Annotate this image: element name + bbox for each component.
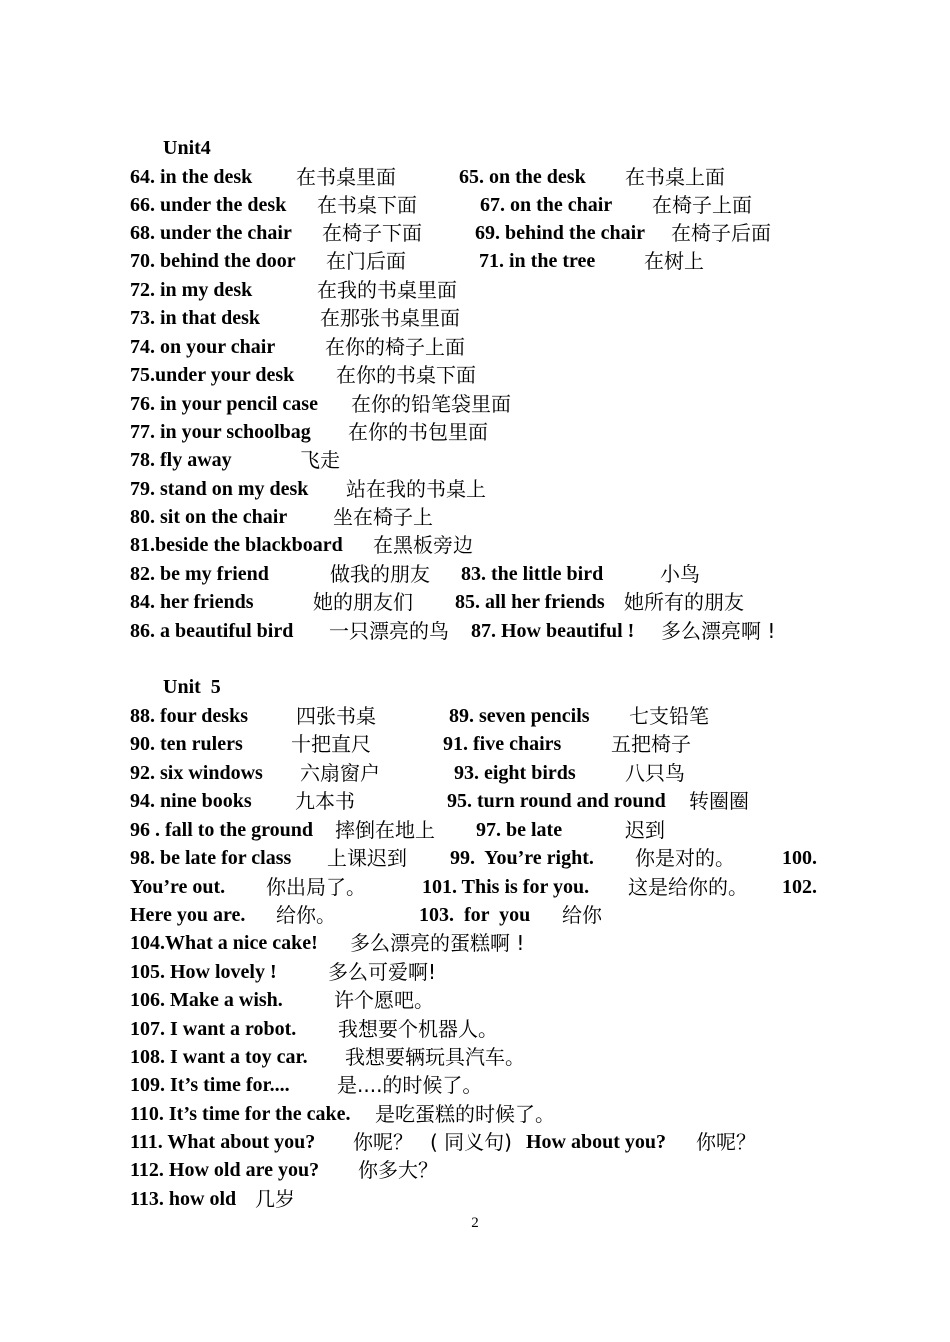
english-phrase: 76. in your pencil case [130,393,318,415]
vocab-line [130,219,771,247]
chinese-meaning: 你多大？ [358,1158,438,1182]
english-phrase: 113. how old [130,1188,237,1210]
chinese-meaning: 在门后面 [326,249,406,273]
vocab-line [130,901,602,929]
chinese-meaning: 做我的朋友 [330,562,430,586]
english-phrase: 92. six windows [130,762,263,784]
english-phrase: 91. five chairs [443,733,562,755]
english-phrase: 95. turn round and round [447,790,666,812]
vocab-line [130,1071,483,1099]
vocab-line [130,1015,498,1043]
english-phrase: 83. the little bird [461,563,604,585]
vocab-line [130,163,725,191]
chinese-meaning: 多么可爱啊! [328,960,437,984]
chinese-meaning: 是....的时候了。 [337,1073,483,1097]
vocab-line [130,531,473,559]
chinese-meaning: 飞走 [300,448,340,472]
chinese-meaning: 坐在椅子上 [333,505,433,529]
english-phrase: 74. on your chair [130,336,276,358]
chinese-meaning: 上课迟到 [327,846,407,870]
chinese-meaning: 八只鸟 [625,761,685,785]
chinese-meaning: 你是对的。 [635,846,735,870]
english-phrase: 85. all her friends [455,591,605,613]
chinese-meaning: 在你的书桌下面 [336,363,476,387]
english-phrase: 93. eight birds [454,762,576,784]
chinese-meaning: 摔倒在地上 [335,818,435,842]
chinese-meaning: 四张书桌 [296,704,376,728]
vocab-line [130,304,460,332]
unit4-heading: Unit4 [163,137,211,159]
chinese-meaning: 她所有的朋友 [624,590,744,614]
vocab-line [130,446,340,474]
chinese-meaning: 我想要个机器人。 [338,1017,498,1041]
english-phrase: You’re out. [130,876,226,898]
vocab-line [130,1156,438,1184]
chinese-meaning: 这是给你的。 [628,875,748,899]
chinese-meaning: 几岁 [255,1187,295,1211]
chinese-meaning: 九本书 [295,789,355,813]
english-phrase: 104.What a nice cake! [130,932,318,954]
chinese-meaning: 你出局了。 [266,875,366,899]
english-phrase: 90. ten rulers [130,733,243,755]
english-phrase: 94. nine books [130,790,252,812]
vocab-line [130,503,433,531]
vocab-line [130,787,749,815]
unit5-heading: Unit 5 [163,676,221,698]
chinese-meaning: 站在我的书桌上 [346,477,486,501]
chinese-meaning: 在椅子上面 [652,193,752,217]
vocab-line [130,560,700,588]
english-phrase: 81.beside the blackboard [130,534,343,556]
chinese-meaning: 多么漂亮的蛋糕啊 ! [350,931,525,955]
vocab-line [130,191,752,219]
english-phrase: 111. What about you? [130,1131,316,1153]
chinese-meaning: 多么漂亮啊 ! [661,619,776,643]
english-phrase: 77. in your schoolbag [130,421,311,443]
chinese-meaning: 一只漂亮的鸟 [329,619,449,643]
chinese-meaning: 在你的椅子上面 [325,335,465,359]
item-number: 102. [782,876,817,898]
chinese-meaning: 她的朋友们 [313,590,413,614]
chinese-meaning: 五把椅子 [611,732,691,756]
english-phrase: 89. seven pencils [449,705,590,727]
english-phrase: 105. How lovely ! [130,961,277,983]
english-phrase: 97. be late [476,819,563,841]
english-phrase: 107. I want a robot. [130,1018,297,1040]
english-phrase: 109. It’s time for.... [130,1074,290,1096]
english-phrase: 82. be my friend [130,563,269,585]
english-phrase: 108. I want a toy car. [130,1046,308,1068]
chinese-meaning: 是吃蛋糕的时候了。 [375,1102,555,1126]
english-phrase: 66. under the desk [130,194,287,216]
english-phrase: 112. How old are you? [130,1159,320,1181]
vocab-line [130,333,465,361]
english-phrase: 110. It’s time for the cake. [130,1103,351,1125]
english-phrase: 79. stand on my desk [130,478,309,500]
english-phrase: Here you are. [130,904,246,926]
vocab-line [130,390,511,418]
english-phrase: 73. in that desk [130,307,261,329]
vocab-line [130,702,709,730]
vocab-line [130,475,486,503]
vocab-line [130,588,744,616]
vocab-line [130,816,665,844]
vocab-line [130,730,691,758]
chinese-meaning: 许个愿吧。 [334,988,434,1012]
chinese-meaning: 在那张书桌里面 [320,306,460,330]
vocab-line [130,361,476,389]
english-phrase: 98. be late for class [130,847,292,869]
chinese-meaning: 七支铅笔 [629,704,709,728]
vocab-line [130,1128,756,1156]
chinese-meaning: 我想要辆玩具汽车。 [345,1045,525,1069]
english-phrase: 70. behind the door [130,250,296,272]
english-phrase: 96 . fall to the ground [130,819,313,841]
chinese-meaning: 在书桌上面 [625,165,725,189]
english-phrase: 68. under the chair [130,222,292,244]
vocab-line [130,1100,555,1128]
vocab-line [130,247,704,275]
chinese-meaning: 十把直尺 [291,732,371,756]
english-phrase: 69. behind the chair [475,222,646,244]
english-phrase: 86. a beautiful bird [130,620,294,642]
chinese-meaning: 在你的铅笔袋里面 [351,392,511,416]
english-phrase: 67. on the chair [480,194,613,216]
vocab-line [130,418,488,446]
chinese-meaning: 六扇窗户 [300,761,380,785]
chinese-meaning: 在我的书桌里面 [317,278,457,302]
chinese-meaning: 给你。 [276,903,336,927]
chinese-meaning: 小鸟 [660,562,700,586]
vocab-line [130,276,457,304]
vocab-line [130,844,817,872]
chinese-meaning: 在书桌里面 [296,165,396,189]
chinese-meaning: 在黑板旁边 [373,533,473,557]
vocab-line [130,986,434,1014]
vocab-line [130,929,525,957]
vocab-line [130,958,437,986]
english-phrase: 80. sit on the chair [130,506,288,528]
chinese-meaning: 在椅子下面 [322,221,422,245]
chinese-meaning: 转圈圈 [689,789,749,813]
chinese-meaning: 在你的书包里面 [348,420,488,444]
vocab-line [130,1043,525,1071]
english-phrase: 64. in the desk [130,166,253,188]
english-phrase: 103. for you [419,904,531,926]
chinese-meaning: 你呢？ [696,1130,756,1154]
english-phrase: 106. Make a wish. [130,989,283,1011]
vocab-line [130,1185,295,1213]
english-phrase: 101. This is for you. [422,876,590,898]
chinese-meaning: 在椅子后面 [671,221,771,245]
english-phrase: 99. You’re right. [450,847,594,869]
vocab-line [130,759,685,787]
chinese-meaning: 给你 [562,903,602,927]
english-phrase: 65. on the desk [459,166,586,188]
synonym-note: ( 同义句) [430,1130,512,1154]
english-phrase: 84. her friends [130,591,254,613]
english-phrase: How about you? [526,1131,667,1153]
english-phrase: 75.under your desk [130,364,295,386]
chinese-meaning: 迟到 [625,818,665,842]
english-phrase: 78. fly away [130,449,232,471]
chinese-meaning: 在树上 [644,249,704,273]
english-phrase: 71. in the tree [479,250,596,272]
chinese-meaning: 在书桌下面 [317,193,417,217]
english-phrase: 88. four desks [130,705,248,727]
english-phrase: 72. in my desk [130,279,253,301]
vocab-line [130,617,776,645]
item-number: 100. [782,847,817,869]
english-phrase: 87. How beautiful ! [471,620,635,642]
chinese-meaning: 你呢？ [353,1130,413,1154]
page-number: 2 [471,1215,479,1231]
vocab-line [130,873,817,901]
